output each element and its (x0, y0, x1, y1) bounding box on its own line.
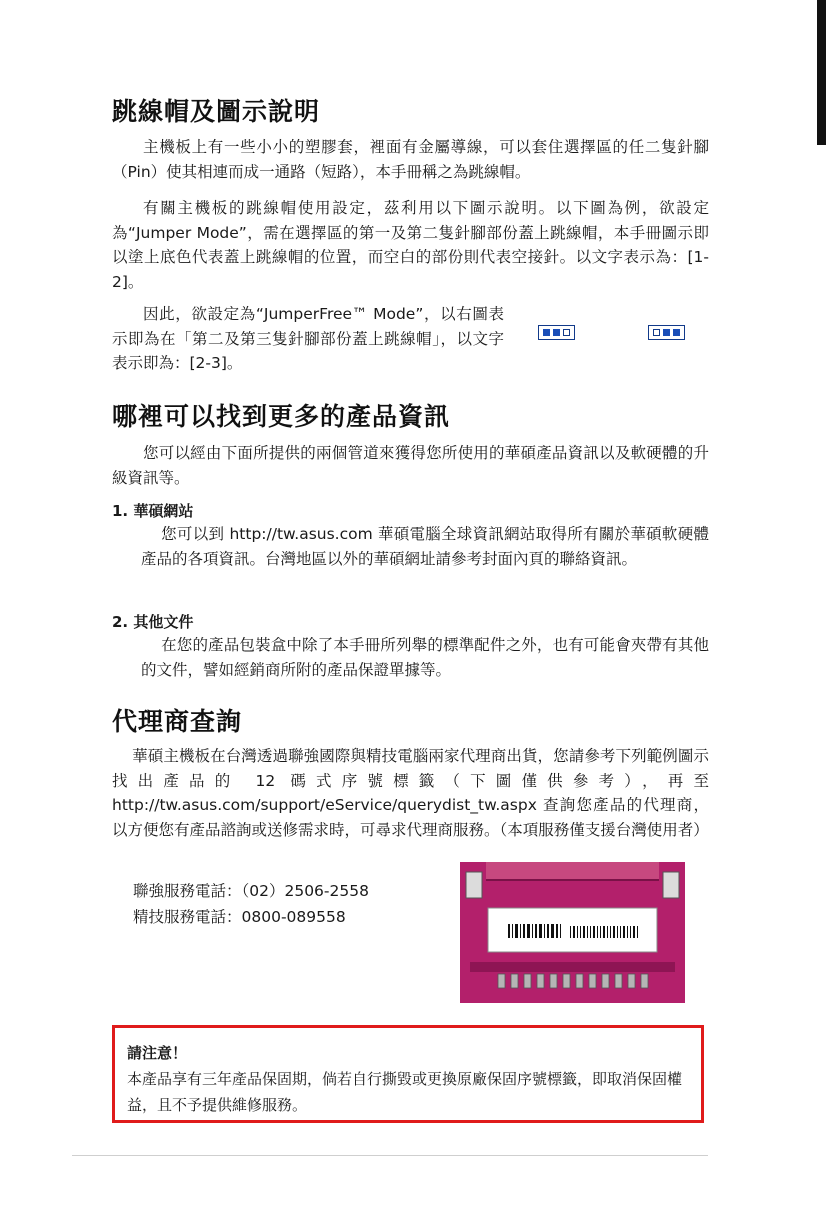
serial-label-illustration (460, 862, 685, 1003)
item-body-other-docs: 在您的產品包裝盒中除了本手冊所列舉的標準配件之外，也有可能會夾帶有其他的文件，譬如經銷商所附的產品保證單據等。 (141, 636, 709, 679)
notice-body: 本產品享有三年產品保固期，倘若自行撕毀或更換原廠保固序號標籤，即取消保固權益，且不予提供維修服務。 (127, 1070, 683, 1114)
pin-capped (673, 329, 680, 336)
item-title-asus-website: 1. 華碩網站 (112, 502, 194, 520)
where-intro: 您可以經由下面所提供的兩個管道來獲得您所使用的華碩產品資訊以及軟硬體的升級資訊等。 (112, 444, 709, 487)
section-title-where: 哪裡可以找到更多的產品資訊 (112, 402, 451, 431)
agent-body: 華碩主機板在台灣透過聯強國際與精技電腦兩家代理商出貨，您請參考下列範例圖示找出產品的 12 碼式序號標籤（下圖僅供參考），再至 http://tw.asus.com/support/eService/querydist_tw.aspx 查詢您產品的代理商，以方便您有產品諮詢或送修需求時，可尋求代理商服務。（本項服務僅支援台灣使用者） (112, 747, 709, 839)
item-body-asus-website: 您可以到 http://tw.asus.com 華碩電腦全球資訊網站取得所有關於華碩軟硬體產品的各項資訊。台灣地區以外的華碩網址請參考封面內頁的聯絡資訊。 (141, 525, 709, 568)
jumper-paragraph-2: 有關主機板的跳線帽使用設定，茲利用以下圖示說明。以下圖為例，欲設定為“Jumper Mode”，需在選擇區的第一及第二隻針腳部份蓋上跳線帽，本手冊圖示即以塗上底色代表蓋上跳線帽的位置，而空白的部份則代表空接針。以文字表示為：[1-2]。 (112, 199, 709, 291)
pin-capped (553, 329, 560, 336)
section-title-agent: 代理商查詢 (112, 707, 243, 736)
jumper-diagram-2-3 (648, 325, 685, 340)
phone-synnex: 聯強服務電話：（02）2506-2558 (133, 882, 369, 900)
phone-aces: 精技服務電話：0800-089558 (133, 908, 346, 926)
item-title-other-docs: 2. 其他文件 (112, 613, 194, 631)
jumper-diagram-1-2 (538, 325, 575, 340)
pin-open (563, 329, 570, 336)
warranty-notice-box (112, 1025, 704, 1123)
pin-capped (663, 329, 670, 336)
footer-divider (72, 1155, 708, 1156)
page-edge-tab (817, 0, 826, 145)
connector-graphic (460, 862, 685, 1003)
pin-open (653, 329, 660, 336)
notice-title: 請注意！ (127, 1044, 188, 1062)
jumper-paragraph-1: 主機板上有一些小小的塑膠套，裡面有金屬導線，可以套住選擇區的任二隻針腳（Pin）使其相連而成一通路（短路），本手冊稱之為跳線帽。 (112, 138, 709, 181)
jumper-paragraph-3: 因此，欲設定為“JumperFree™ Mode”，以右圖表示即為在「第二及第三隻針腳部份蓋上跳線帽」，以文字表示即為：[2-3]。 (112, 305, 504, 372)
pin-capped (543, 329, 550, 336)
section-title-jumper: 跳線帽及圖示說明 (112, 97, 321, 126)
